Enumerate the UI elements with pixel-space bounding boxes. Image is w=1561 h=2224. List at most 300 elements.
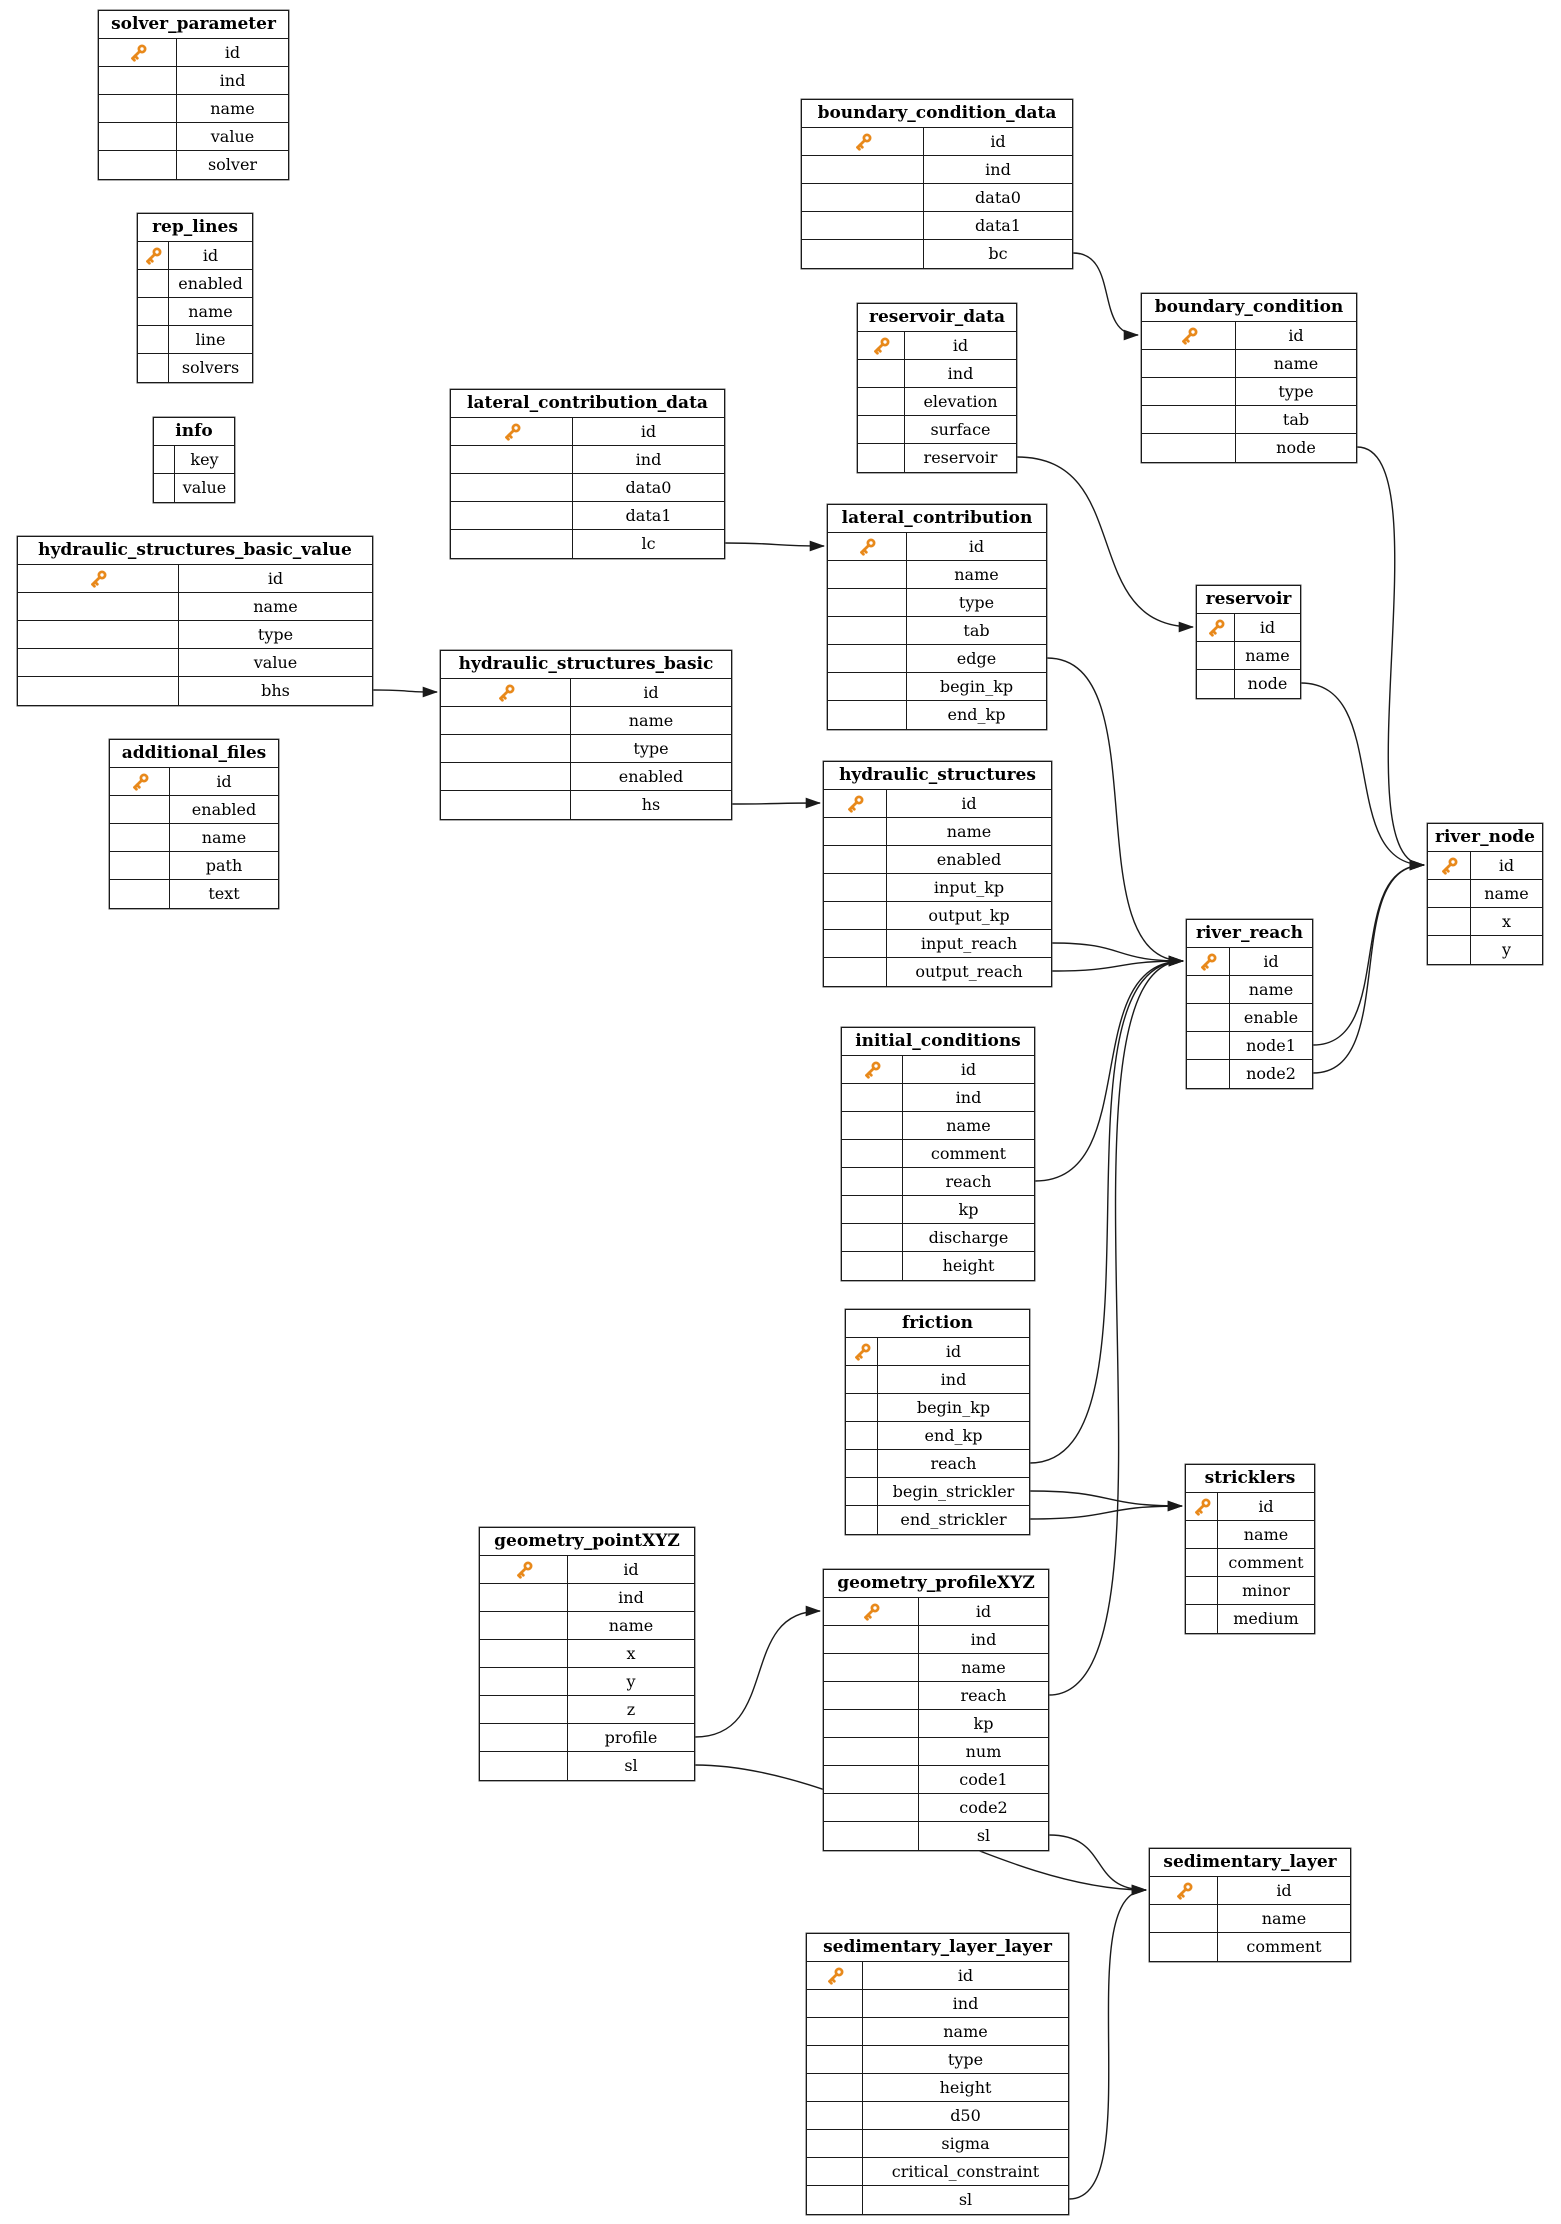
- empty-key-cell: [1187, 1032, 1230, 1059]
- field-label: code1: [959, 1770, 1008, 1789]
- field-label: sl: [976, 1826, 991, 1845]
- relationship-edge-friction.end_strickler-to-stricklers: [1030, 1506, 1182, 1519]
- field-label: type: [1278, 382, 1314, 401]
- primary-key-cell: [18, 565, 179, 592]
- field-row-sedimentary_layer_layer-sl: [807, 2186, 1068, 2214]
- field-row-initial_conditions-height: [842, 1252, 1034, 1280]
- field-label: ind: [219, 71, 246, 90]
- table-title-rep_lines: rep_lines: [138, 214, 252, 242]
- field-label: node: [1247, 674, 1288, 693]
- empty-key-cell: [1428, 908, 1471, 935]
- field-label: id: [945, 1342, 962, 1361]
- table-title-geometry_profileXYZ: geometry_profileXYZ: [824, 1570, 1048, 1598]
- empty-key-cell: [1186, 1577, 1218, 1604]
- empty-key-cell: [842, 1252, 903, 1280]
- field-row-lateral_contribution-end_kp: [828, 701, 1046, 729]
- field-label: ind: [970, 1630, 997, 1649]
- field-row-rep_lines-enabled: [138, 270, 252, 298]
- field-row-sedimentary_layer_layer-id: [807, 1962, 1068, 1990]
- field-row-initial_conditions-ind: [842, 1084, 1034, 1112]
- field-row-sedimentary_layer_layer-d50: [807, 2102, 1068, 2130]
- empty-key-cell: [138, 298, 169, 325]
- field-label: id: [1276, 1881, 1292, 1900]
- table-boundary_condition_data: [801, 99, 1073, 269]
- primary-key-cell: [846, 1338, 878, 1365]
- field-label: id: [216, 772, 232, 791]
- field-label: y: [626, 1672, 636, 1691]
- empty-key-cell: [1142, 406, 1236, 433]
- empty-key-cell: [824, 1654, 919, 1681]
- empty-key-cell: [842, 1224, 903, 1251]
- field-label: data0: [975, 188, 1021, 207]
- field-label: solver: [207, 155, 258, 174]
- field-label: end_kp: [924, 1426, 983, 1445]
- primary-key-cell: [1428, 852, 1471, 879]
- empty-key-cell: [480, 1640, 568, 1667]
- table-lateral_contribution_data: [450, 389, 725, 559]
- field-label: d50: [950, 2106, 981, 2125]
- empty-key-cell: [828, 701, 907, 729]
- field-row-lateral_contribution-id: [828, 533, 1046, 561]
- field-row-geometry_pointXYZ-z: [480, 1696, 694, 1724]
- field-row-geometry_profileXYZ-id: [824, 1598, 1048, 1626]
- empty-key-cell: [99, 95, 177, 122]
- field-label: sigma: [941, 2134, 990, 2153]
- field-label: num: [965, 1742, 1002, 1761]
- field-label: reach: [945, 1172, 992, 1191]
- empty-key-cell: [824, 1822, 919, 1850]
- empty-key-cell: [110, 880, 170, 908]
- table-hydraulic_structures: [823, 761, 1052, 987]
- empty-key-cell: [842, 1112, 903, 1139]
- field-label: name: [1261, 1909, 1307, 1928]
- field-label: begin_kp: [916, 1398, 991, 1417]
- table-title-solver_parameter: solver_parameter: [99, 11, 288, 39]
- field-label: value: [210, 127, 255, 146]
- field-label: code2: [959, 1798, 1008, 1817]
- field-row-info-key: [154, 446, 234, 474]
- primary-key-cell: [1186, 1493, 1218, 1520]
- field-label: id: [1258, 1497, 1274, 1516]
- field-label: kp: [958, 1200, 979, 1219]
- table-title-friction: friction: [846, 1310, 1029, 1338]
- relationship-edge-reservoir.node-to-river_node: [1301, 683, 1424, 865]
- field-row-boundary_condition_data-bc: [802, 240, 1072, 268]
- field-row-hydraulic_structures-input_reach: [824, 930, 1051, 958]
- empty-key-cell: [846, 1366, 878, 1393]
- field-label: hs: [641, 795, 661, 814]
- relationship-edge-friction.begin_strickler-to-stricklers: [1030, 1491, 1182, 1506]
- field-row-rep_lines-name: [138, 298, 252, 326]
- empty-key-cell: [99, 151, 177, 179]
- field-row-lateral_contribution_data-ind: [451, 446, 724, 474]
- field-label: type: [947, 2050, 984, 2069]
- field-row-additional_files-enabled: [110, 796, 278, 824]
- field-row-stricklers-comment: [1186, 1549, 1314, 1577]
- field-row-friction-begin_kp: [846, 1394, 1029, 1422]
- field-row-reservoir_data-elevation: [858, 388, 1016, 416]
- table-hydraulic_structures_basic: [440, 650, 732, 820]
- field-label: z: [626, 1700, 636, 1719]
- field-row-friction-end_kp: [846, 1422, 1029, 1450]
- relationship-edge-river_reach.node1-to-river_node: [1313, 865, 1424, 1045]
- primary-key-cell: [480, 1556, 568, 1583]
- empty-key-cell: [138, 270, 169, 297]
- field-row-solver_parameter-id: [99, 39, 288, 67]
- field-label: ind: [635, 450, 662, 469]
- field-row-additional_files-id: [110, 768, 278, 796]
- field-row-rep_lines-id: [138, 242, 252, 270]
- field-row-hydraulic_structures_basic-name: [441, 707, 731, 735]
- field-label: type: [257, 625, 294, 644]
- field-label: critical_constraint: [891, 2162, 1040, 2181]
- field-row-geometry_profileXYZ-num: [824, 1738, 1048, 1766]
- table-lateral_contribution: [827, 504, 1047, 730]
- field-label: name: [1243, 1525, 1289, 1544]
- field-row-geometry_profileXYZ-code2: [824, 1794, 1048, 1822]
- field-label: elevation: [923, 392, 998, 411]
- field-label: edge: [956, 649, 997, 668]
- field-row-geometry_profileXYZ-sl: [824, 1822, 1048, 1850]
- table-title-reservoir_data: reservoir_data: [858, 304, 1016, 332]
- field-row-reservoir-node: [1197, 670, 1300, 698]
- field-label: id: [202, 246, 219, 265]
- field-label: reservoir: [923, 448, 998, 467]
- field-row-river_node-name: [1428, 880, 1542, 908]
- key-icon: [1439, 856, 1459, 876]
- relationship-edge-boundary_condition.node-to-river_node: [1357, 447, 1424, 865]
- field-row-stricklers-name: [1186, 1521, 1314, 1549]
- table-title-reservoir: reservoir: [1197, 586, 1300, 614]
- field-row-geometry_pointXYZ-ind: [480, 1584, 694, 1612]
- field-row-boundary_condition-node: [1142, 434, 1356, 462]
- empty-key-cell: [824, 902, 887, 929]
- relationship-edge-hydraulic_structures_basic_value.bhs-to-hydraulic_structures_basic: [373, 690, 437, 692]
- field-row-additional_files-text: [110, 880, 278, 908]
- field-label: id: [960, 1060, 977, 1079]
- field-row-geometry_profileXYZ-code1: [824, 1766, 1048, 1794]
- field-row-hydraulic_structures-name: [824, 818, 1051, 846]
- field-row-initial_conditions-comment: [842, 1140, 1034, 1168]
- field-row-river_node-id: [1428, 852, 1542, 880]
- field-row-lateral_contribution-tab: [828, 617, 1046, 645]
- field-row-boundary_condition_data-id: [802, 128, 1072, 156]
- field-row-geometry_pointXYZ-id: [480, 1556, 694, 1584]
- primary-key-cell: [824, 1598, 919, 1625]
- field-label: id: [643, 683, 659, 702]
- field-row-lateral_contribution_data-id: [451, 418, 724, 446]
- empty-key-cell: [824, 1738, 919, 1765]
- field-row-lateral_contribution-edge: [828, 645, 1046, 673]
- field-row-initial_conditions-kp: [842, 1196, 1034, 1224]
- table-title-hydraulic_structures: hydraulic_structures: [824, 762, 1051, 790]
- empty-key-cell: [138, 354, 169, 382]
- primary-key-cell: [110, 768, 170, 795]
- empty-key-cell: [1142, 350, 1236, 377]
- field-label: discharge: [928, 1228, 1009, 1247]
- table-rep_lines: [137, 213, 253, 383]
- empty-key-cell: [1186, 1549, 1218, 1576]
- field-row-hydraulic_structures_basic_value-id: [18, 565, 372, 593]
- field-row-friction-begin_strickler: [846, 1478, 1029, 1506]
- empty-key-cell: [846, 1506, 878, 1534]
- field-label: name: [1484, 884, 1529, 903]
- empty-key-cell: [828, 673, 907, 700]
- table-title-hydraulic_structures_basic: hydraulic_structures_basic: [441, 651, 731, 679]
- field-row-river_reach-node2: [1187, 1060, 1312, 1088]
- empty-key-cell: [824, 874, 887, 901]
- field-label: name: [608, 1616, 654, 1635]
- table-title-stricklers: stricklers: [1186, 1465, 1314, 1493]
- field-row-lateral_contribution_data-data1: [451, 502, 724, 530]
- field-label: data0: [625, 478, 672, 497]
- field-row-hydraulic_structures-enabled: [824, 846, 1051, 874]
- field-row-reservoir-id: [1197, 614, 1300, 642]
- field-row-lateral_contribution_data-data0: [451, 474, 724, 502]
- field-label: name: [946, 1116, 991, 1135]
- field-label: id: [1263, 952, 1279, 971]
- field-row-reservoir_data-id: [858, 332, 1016, 360]
- relationship-edge-geometry_pointXYZ.profile-to-geometry_profileXYZ: [695, 1611, 820, 1737]
- field-label: id: [990, 132, 1006, 151]
- empty-key-cell: [1197, 642, 1235, 669]
- field-label: line: [195, 330, 226, 349]
- field-row-reservoir_data-reservoir: [858, 444, 1016, 472]
- empty-key-cell: [480, 1612, 568, 1639]
- field-label: id: [267, 569, 284, 588]
- field-label: node2: [1246, 1064, 1296, 1083]
- empty-key-cell: [807, 1990, 863, 2017]
- field-label: name: [1273, 354, 1319, 373]
- table-geometry_pointXYZ: [479, 1527, 695, 1781]
- field-label: y: [1501, 940, 1512, 959]
- key-icon: [852, 1342, 872, 1362]
- empty-key-cell: [441, 707, 571, 734]
- key-icon: [1174, 1881, 1194, 1901]
- primary-key-cell: [807, 1962, 863, 1989]
- empty-key-cell: [824, 818, 887, 845]
- field-label: id: [224, 43, 241, 62]
- empty-key-cell: [842, 1140, 903, 1167]
- empty-key-cell: [18, 621, 179, 648]
- empty-key-cell: [18, 649, 179, 676]
- field-label: x: [1501, 912, 1512, 931]
- empty-key-cell: [807, 2130, 863, 2157]
- field-label: name: [253, 597, 298, 616]
- key-icon: [128, 43, 148, 63]
- empty-key-cell: [828, 589, 907, 616]
- field-row-lateral_contribution-type: [828, 589, 1046, 617]
- empty-key-cell: [480, 1668, 568, 1695]
- field-row-hydraulic_structures_basic_value-value: [18, 649, 372, 677]
- field-row-lateral_contribution-begin_kp: [828, 673, 1046, 701]
- field-label: name: [201, 828, 247, 847]
- field-label: name: [210, 99, 255, 118]
- field-label: name: [961, 1658, 1006, 1677]
- field-label: end_strickler: [900, 1510, 1007, 1529]
- field-row-solver_parameter-value: [99, 123, 288, 151]
- empty-key-cell: [846, 1394, 878, 1421]
- table-boundary_condition: [1141, 293, 1357, 463]
- empty-key-cell: [842, 1084, 903, 1111]
- field-label: enabled: [178, 274, 243, 293]
- primary-key-cell: [802, 128, 924, 155]
- relationship-edge-boundary_condition_data.bc-to-boundary_condition: [1073, 253, 1138, 335]
- relationship-edge-lateral_contribution_data.lc-to-lateral_contribution: [725, 543, 824, 546]
- field-label: end_kp: [947, 705, 1006, 724]
- empty-key-cell: [824, 1626, 919, 1653]
- empty-key-cell: [807, 2102, 863, 2129]
- empty-key-cell: [110, 852, 170, 879]
- table-title-boundary_condition: boundary_condition: [1142, 294, 1356, 322]
- field-label: surface: [930, 420, 991, 439]
- field-row-sedimentary_layer_layer-ind: [807, 1990, 1068, 2018]
- field-row-hydraulic_structures_basic_value-type: [18, 621, 372, 649]
- field-row-boundary_condition-name: [1142, 350, 1356, 378]
- field-label: profile: [604, 1728, 658, 1747]
- empty-key-cell: [824, 846, 887, 873]
- empty-key-cell: [842, 1168, 903, 1195]
- table-title-boundary_condition_data: boundary_condition_data: [802, 100, 1072, 128]
- field-row-boundary_condition_data-data1: [802, 212, 1072, 240]
- field-row-initial_conditions-id: [842, 1056, 1034, 1084]
- field-label: id: [961, 794, 977, 813]
- field-row-rep_lines-solvers: [138, 354, 252, 382]
- empty-key-cell: [480, 1584, 568, 1611]
- field-label: minor: [1242, 1581, 1290, 1600]
- empty-key-cell: [138, 326, 169, 353]
- empty-key-cell: [154, 474, 175, 502]
- empty-key-cell: [824, 1794, 919, 1821]
- field-row-stricklers-id: [1186, 1493, 1314, 1521]
- empty-key-cell: [807, 2018, 863, 2045]
- empty-key-cell: [824, 958, 887, 986]
- relationship-edge-hydraulic_structures.output_reach-to-river_reach: [1052, 961, 1183, 971]
- primary-key-cell: [451, 418, 573, 445]
- empty-key-cell: [480, 1724, 568, 1751]
- empty-key-cell: [451, 530, 573, 558]
- table-reservoir: [1196, 585, 1301, 699]
- primary-key-cell: [1187, 948, 1230, 975]
- empty-key-cell: [1150, 1933, 1218, 1961]
- field-label: begin_strickler: [892, 1482, 1015, 1501]
- field-row-hydraulic_structures-output_kp: [824, 902, 1051, 930]
- empty-key-cell: [1428, 880, 1471, 907]
- field-label: name: [1245, 646, 1290, 665]
- empty-key-cell: [824, 1766, 919, 1793]
- primary-key-cell: [824, 790, 887, 817]
- empty-key-cell: [824, 1710, 919, 1737]
- field-label: ind: [985, 160, 1011, 179]
- table-geometry_profileXYZ: [823, 1569, 1049, 1851]
- relationship-edge-hydraulic_structures.input_reach-to-river_reach: [1052, 943, 1183, 961]
- field-label: id: [1288, 326, 1304, 345]
- empty-key-cell: [1428, 936, 1471, 964]
- table-river_reach: [1186, 919, 1313, 1089]
- field-label: comment: [930, 1144, 1007, 1163]
- field-row-sedimentary_layer_layer-sigma: [807, 2130, 1068, 2158]
- table-title-lateral_contribution: lateral_contribution: [828, 505, 1046, 533]
- table-sedimentary_layer: [1149, 1848, 1351, 1962]
- empty-key-cell: [842, 1196, 903, 1223]
- empty-key-cell: [858, 360, 905, 387]
- key-icon: [853, 132, 873, 152]
- field-row-geometry_profileXYZ-reach: [824, 1682, 1048, 1710]
- field-label: comment: [1246, 1937, 1322, 1956]
- field-row-sedimentary_layer_layer-type: [807, 2046, 1068, 2074]
- empty-key-cell: [858, 416, 905, 443]
- field-label: reach: [930, 1454, 977, 1473]
- table-title-sedimentary_layer_layer: sedimentary_layer_layer: [807, 1934, 1068, 1962]
- empty-key-cell: [802, 240, 924, 268]
- primary-key-cell: [858, 332, 905, 359]
- field-row-sedimentary_layer_layer-height: [807, 2074, 1068, 2102]
- field-label: name: [943, 2022, 988, 2041]
- empty-key-cell: [441, 791, 571, 819]
- key-icon: [1179, 326, 1199, 346]
- field-label: begin_kp: [939, 677, 1014, 696]
- field-row-geometry_pointXYZ-name: [480, 1612, 694, 1640]
- empty-key-cell: [802, 156, 924, 183]
- field-row-boundary_condition_data-ind: [802, 156, 1072, 184]
- field-row-reservoir_data-ind: [858, 360, 1016, 388]
- empty-key-cell: [807, 2186, 863, 2214]
- key-icon: [143, 246, 163, 266]
- empty-key-cell: [828, 561, 907, 588]
- primary-key-cell: [441, 679, 571, 706]
- empty-key-cell: [1142, 378, 1236, 405]
- field-label: name: [946, 822, 992, 841]
- field-row-reservoir-name: [1197, 642, 1300, 670]
- field-row-info-value: [154, 474, 234, 502]
- field-row-river_reach-node1: [1187, 1032, 1312, 1060]
- relationship-edge-sedimentary_layer_layer.sl-to-sedimentary_layer: [1069, 1890, 1146, 2199]
- empty-key-cell: [846, 1478, 878, 1505]
- primary-key-cell: [99, 39, 177, 66]
- empty-key-cell: [451, 446, 573, 473]
- field-row-friction-reach: [846, 1450, 1029, 1478]
- key-icon: [1198, 952, 1218, 972]
- field-label: name: [1248, 980, 1294, 999]
- key-icon: [857, 537, 877, 557]
- key-icon: [871, 336, 891, 356]
- field-row-geometry_pointXYZ-sl: [480, 1752, 694, 1780]
- field-label: kp: [973, 1714, 994, 1733]
- field-row-sedimentary_layer-id: [1150, 1877, 1350, 1905]
- field-row-boundary_condition-tab: [1142, 406, 1356, 434]
- empty-key-cell: [110, 796, 170, 823]
- empty-key-cell: [99, 123, 177, 150]
- key-icon: [845, 794, 865, 814]
- relationship-edge-hydraulic_structures_basic.hs-to-hydraulic_structures: [732, 803, 820, 804]
- field-row-friction-end_strickler: [846, 1506, 1029, 1534]
- key-icon: [502, 422, 522, 442]
- field-row-river_reach-id: [1187, 948, 1312, 976]
- field-label: input_reach: [920, 934, 1018, 953]
- field-row-initial_conditions-discharge: [842, 1224, 1034, 1252]
- field-row-hydraulic_structures_basic-hs: [441, 791, 731, 819]
- field-label: bc: [988, 244, 1008, 263]
- field-row-solver_parameter-solver: [99, 151, 288, 179]
- table-initial_conditions: [841, 1027, 1035, 1281]
- table-stricklers: [1185, 1464, 1315, 1634]
- field-row-rep_lines-line: [138, 326, 252, 354]
- primary-key-cell: [828, 533, 907, 560]
- empty-key-cell: [846, 1450, 878, 1477]
- field-label: enable: [1243, 1008, 1299, 1027]
- field-row-hydraulic_structures_basic-id: [441, 679, 731, 707]
- primary-key-cell: [1150, 1877, 1218, 1904]
